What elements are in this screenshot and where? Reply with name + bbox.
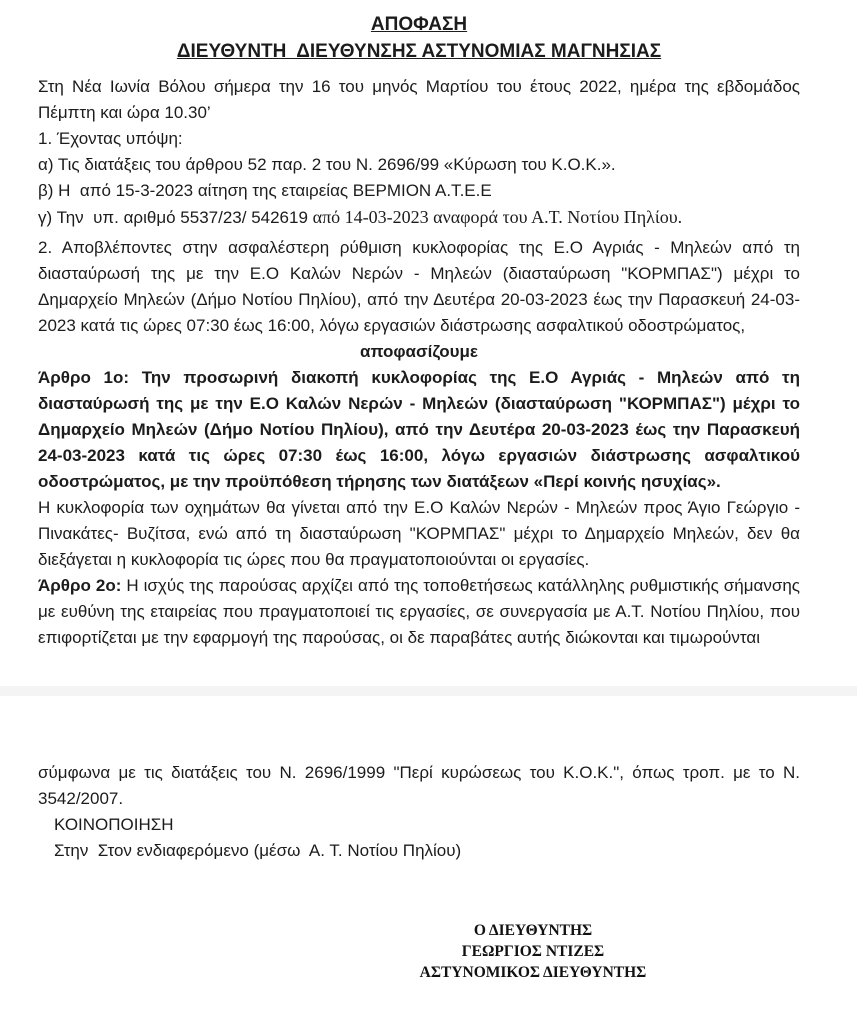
item-c-sans-part: γ) Την υπ. αριθμό 5537/23/ 542619 bbox=[38, 208, 313, 227]
notification-heading: ΚΟΙΝΟΠΟΙΗΣΗ bbox=[54, 815, 174, 834]
article-1-text: Την προσωρινή διακοπή κυκλοφορίας της Ε.Ο Αγριάς - Μηλεών από τη διασταύρωσή της με την Ε.Ο Καλών Νερών - Μηλεών (διασταύρωση "ΚΟΡΜΠΑΣ") μέχρι το Δημαρχείο Μηλεών (Δήμο Νοτίου Πηλίου), από την Δευτέρα 20-03-2023 έως την Παρασκευή 24-03-2023 κατά τις ώρες 07:30 έως 16:00, λόγω εργασιών διάστρωσης ασφαλτικού οδοστρώματος, με την προϋπόθεση τήρησης των διατάξεων «Περί κοινής ησυχίας». bbox=[38, 368, 800, 491]
article-2-paragraph bbox=[38, 573, 800, 651]
signature-name: ΓΕΩΡΓΙΟΣ ΝΤΙΖΕΣ bbox=[461, 943, 605, 960]
consideration-item-a: α) Τις διατάξεις του άρθρου 52 παρ. 2 του Ν. 2696/99 «Κύρωση του Κ.Ο.Κ.». bbox=[38, 155, 616, 174]
article-2-text: Η ισχύς της παρούσας αρχίζει από της τοποθετήσεως κατάλληλης ρυθμιστικής σήμανσης με ευθύνη της εταιρείας που πραγματοποιεί τις εργασίες, σε συνεργασία με Α.Τ. Νοτίου Πηλίου, που επιφορτίζεται με την εφαρμογή της παρούσας, οι δε παραβάτες αυτής διώκονται και τιμωρούνται bbox=[38, 576, 800, 647]
traffic-flow-paragraph: Η κυκλοφορία των οχημάτων θα γίνεται από την Ε.Ο Καλών Νερών - Μηλεών προς Άγιο Γεώργιο - Πινακάτες- Βυζίτσα, ενώ από τη διασταύρωση "ΚΟΡΜΠΑΣ" μέχρι το Δημαρχείο Μηλεών, δεν θα διεξάγεται η κυκλοφορία τις ώρες που θα πραγματοποιούνται οι εργασίες. bbox=[38, 498, 800, 569]
having-regard-heading: 1. Έχοντας υπόψη: bbox=[38, 129, 183, 148]
consideration-item-c bbox=[38, 204, 800, 231]
item-c-serif-part: από 14-03-2023 αναφορά του Α.Τ. Νοτίου Πηλίου. bbox=[312, 207, 683, 227]
consideration-item-2: 2. Αποβλέποντες στην ασφαλέστερη ρύθμιση κυκλοφορίας της Ε.Ο Αγριάς - Μηλεών από τη διασταύρωσή της με την Ε.Ο Καλών Νερών - Μηλεών (διασταύρωση "ΚΟΡΜΠΑΣ") μέχρι το Δημαρχείο Μηλεών (Δήμο Νοτίου Πηλίου), από την Δευτέρα 20-03-2023 έως την Παρασκευή 24-03-2023 κατά τις ώρες 07:30 έως 16:00, λόγω εργασιών διάστρωσης ασφαλτικού οδοστρώματος, bbox=[38, 238, 800, 335]
document-subtitle: ΔΙΕΥΘΥΝΤΗ ΔΙΕΥΘΥΝΣΗΣ ΑΣΤΥΝΟΜΙΑΣ ΜΑΓΝΗΣΙΑΣ bbox=[176, 41, 662, 62]
consideration-item-b: β) Η από 15-3-2023 αίτηση της εταιρείας ΒΕΡΜΙΟΝ Α.Τ.Ε.Ε bbox=[38, 181, 492, 200]
notification-recipient: Στην Στον ενδιαφερόμενο (μέσω Α. Τ. Νοτίου Πηλίου) bbox=[54, 841, 462, 860]
document-title: ΑΠΟΦΑΣΗ bbox=[370, 14, 468, 35]
signature-rank: ΑΣΤΥΝΟΜΙΚΟΣ ΔΙΕΥΘΥΝΤΗΣ bbox=[419, 964, 647, 981]
signature-block bbox=[373, 920, 693, 983]
decide-word: αποφασίζουμε bbox=[360, 342, 478, 361]
continuation-paragraph: σύμφωνα με τις διατάξεις του Ν. 2696/1999 "Περί κυρώσεως του Κ.Ο.Κ.", όπως τροπ. με το Ν. 3542/2007. bbox=[38, 763, 800, 808]
article-2-label: Άρθρο 2ο: bbox=[38, 576, 122, 595]
article-1-label: Άρθρο 1ο: bbox=[38, 368, 130, 387]
intro-paragraph: Στη Νέα Ιωνία Βόλου σήμερα την 16 του μηνός Μαρτίου του έτους 2022, ημέρα της εβδομάδος Πέμπτη και ώρα 10.30’ bbox=[38, 77, 800, 122]
article-1-paragraph bbox=[38, 365, 800, 495]
signature-role: Ο ΔΙΕΥΘΥΝΤΗΣ bbox=[473, 922, 593, 939]
